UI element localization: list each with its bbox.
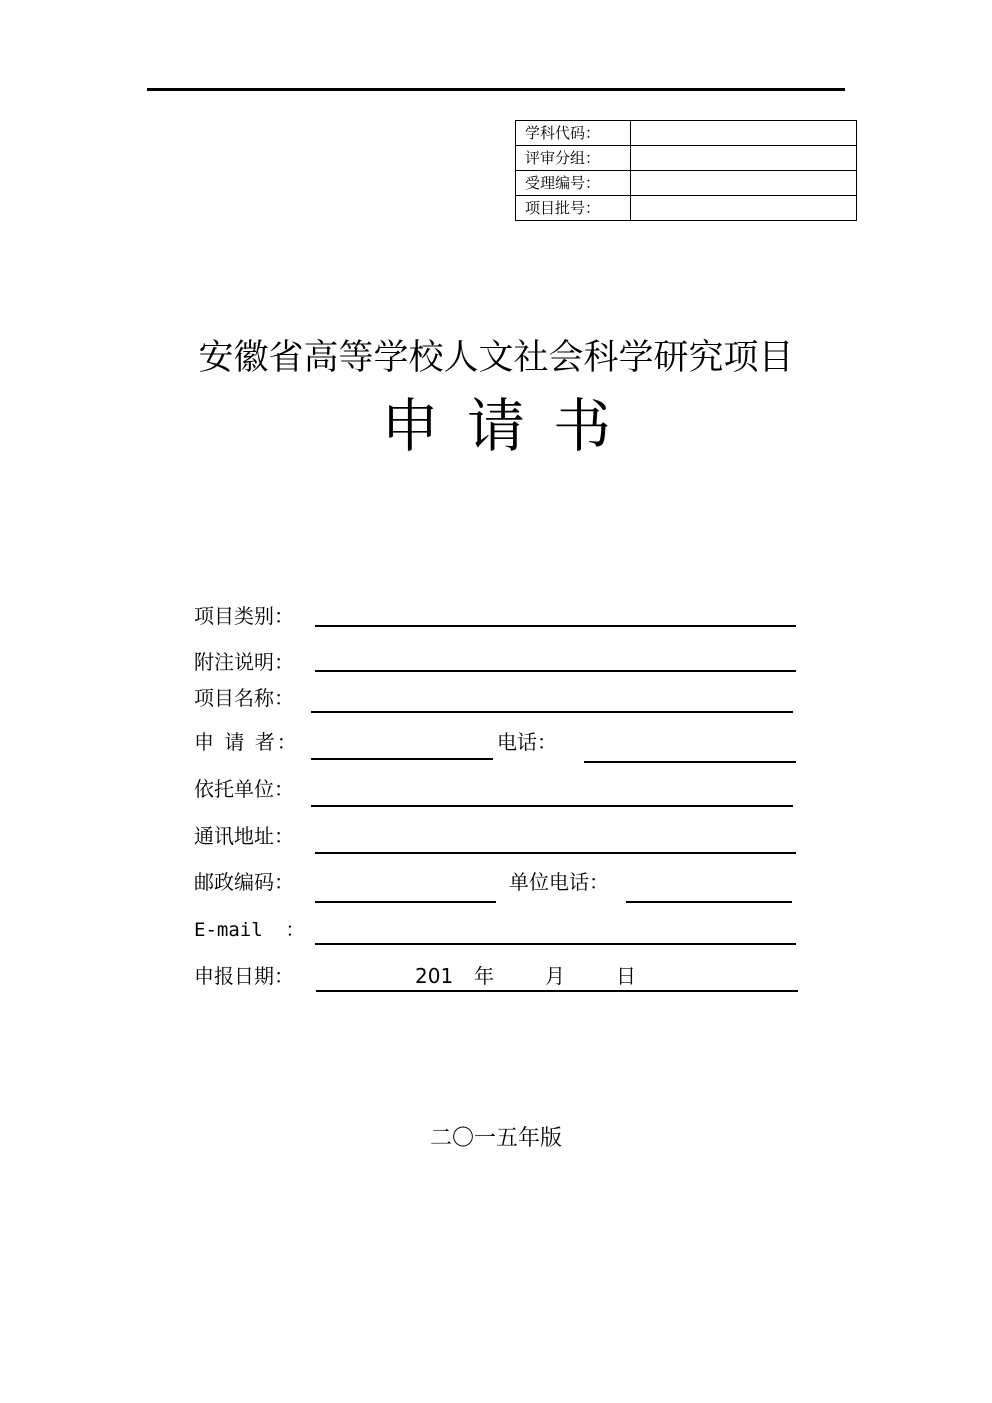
subject-code-field[interactable]: [631, 121, 857, 146]
review-group-label: 评审分组：: [516, 146, 631, 171]
institution-label: 依托单位：: [194, 777, 294, 801]
applicant-field[interactable]: [311, 758, 493, 760]
applicant-label: 申 请 者：: [194, 730, 299, 754]
document-title: 安徽省高等学校人文社会科学研究项目: [198, 338, 794, 378]
review-group-field[interactable]: [631, 146, 857, 171]
date-field[interactable]: [316, 990, 798, 992]
project-approval-number-field[interactable]: [631, 196, 857, 221]
date-month-unit: 月: [545, 964, 565, 988]
edition-note: 二〇一五年版: [429, 1126, 562, 1151]
date-year-unit: 年: [474, 964, 494, 988]
date-label: 申报日期：: [194, 964, 294, 988]
institution-field[interactable]: [311, 805, 793, 807]
phone-label: 电话：: [497, 730, 557, 754]
project-category-field[interactable]: [315, 625, 796, 627]
top-rule: [147, 88, 845, 91]
table-row: [516, 121, 857, 146]
address-label: 通讯地址：: [194, 824, 294, 848]
date-year: 201: [415, 964, 454, 988]
acceptance-number-field[interactable]: [631, 171, 857, 196]
postal-code-field[interactable]: [315, 901, 496, 903]
notes-field[interactable]: [315, 670, 796, 672]
date-day-unit: 日: [616, 964, 636, 988]
project-category-label: 项目类别：: [194, 604, 294, 628]
unit-phone-label: 单位电话：: [509, 870, 609, 894]
project-approval-number-label: 项目批号：: [516, 196, 631, 221]
table-row: [516, 171, 857, 196]
admin-info-table: [515, 120, 857, 221]
unit-phone-field[interactable]: [626, 901, 792, 903]
acceptance-number-label: 受理编号：: [516, 171, 631, 196]
table-row: [516, 196, 857, 221]
notes-label: 附注说明：: [194, 650, 294, 674]
phone-field[interactable]: [584, 761, 796, 763]
email-label: E-mail ：: [194, 919, 305, 941]
postal-code-label: 邮政编码：: [194, 870, 294, 894]
email-field[interactable]: [315, 943, 796, 945]
project-name-field[interactable]: [311, 711, 793, 713]
project-name-label: 项目名称：: [194, 686, 294, 710]
subject-code-label: 学科代码：: [516, 121, 631, 146]
document-subtitle: 申请书: [380, 392, 639, 460]
table-row: [516, 146, 857, 171]
address-field[interactable]: [315, 852, 796, 854]
